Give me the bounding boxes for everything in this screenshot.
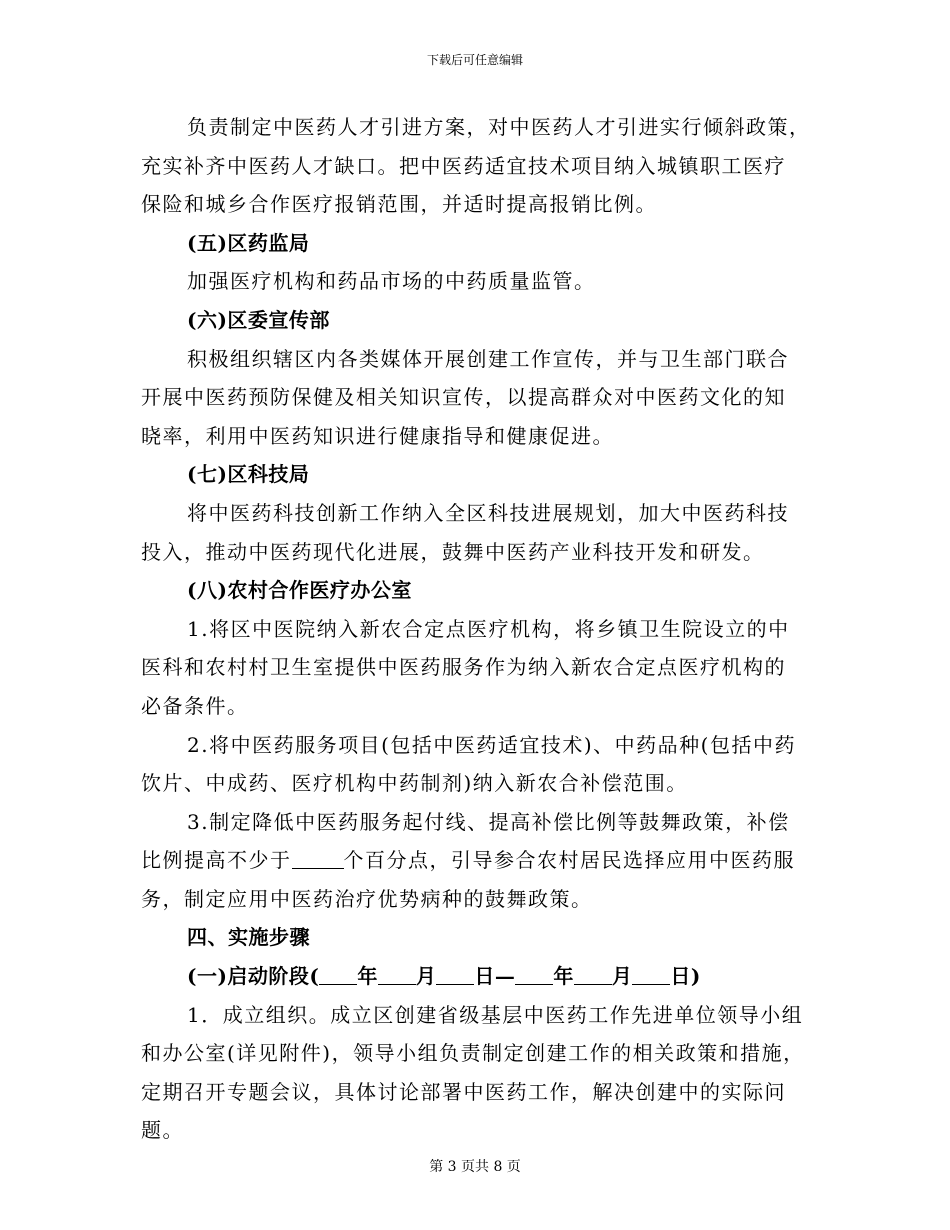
fill-blank bbox=[632, 960, 670, 985]
heading-segment: 日) bbox=[670, 964, 701, 989]
section-heading: (六)区委宣传部 bbox=[187, 307, 330, 332]
paragraph-line: 积极组织辖区内各类媒体开展创建工作宣传，并与卫生部门联合 bbox=[187, 346, 789, 371]
heading-segment: 日— bbox=[474, 964, 516, 989]
paragraph-line: 2.将中医药服务项目(包括中医药适宜技术)、中药品种(包括中药 bbox=[187, 732, 796, 757]
fill-blank bbox=[292, 844, 344, 869]
paragraph-line: 医科和农村村卫生室提供中医药服务作为纳入新农合定点医疗机构的 bbox=[141, 655, 786, 680]
section-heading bbox=[141, 957, 811, 996]
paragraph-line: 1.将区中医院纳入新农合定点医疗机构，将乡镇卫生院设立的中 bbox=[187, 616, 790, 641]
paragraph-line: 和办公室(详见附件)，领导小组负责制定创建工作的相关政策和措施， bbox=[141, 1041, 805, 1066]
page-header: 下载后可任意编辑 bbox=[426, 53, 523, 67]
heading-segment: 年 bbox=[357, 964, 378, 989]
heading-segment: 月 bbox=[415, 964, 437, 989]
paragraph-line: 开展中医药预防保健及相关知识宣传，以提高群众对中医药文化的知 bbox=[141, 385, 786, 410]
section-heading: (七)区科技局 bbox=[187, 462, 310, 487]
paragraph-line: 定期召开专题会议，具体讨论部署中医药工作，解决创建中的实际问 bbox=[141, 1079, 786, 1104]
section-heading: 四、实施步骤 bbox=[187, 925, 310, 950]
fill-blank bbox=[436, 960, 474, 985]
text-segment: 个百分点，引导参合农村居民选择应用中医药服 bbox=[343, 848, 795, 873]
paragraph-line: 饮片、中成药、医疗机构中药制剂)纳入新农合补偿范围。 bbox=[141, 771, 688, 796]
paragraph-line: 保险和城乡合作医疗报销范围，并适时提高报销比例。 bbox=[141, 192, 657, 217]
heading-segment: 年 bbox=[553, 964, 574, 989]
fill-blank bbox=[378, 960, 416, 985]
paragraph-line: 加强医疗机构和药品市场的中药质量监管。 bbox=[187, 269, 596, 294]
heading-segment: (一)启动阶段( bbox=[187, 964, 320, 989]
paragraph-line: 晓率，利用中医药知识进行健康指导和健康促进。 bbox=[141, 423, 614, 448]
section-heading: (五)区药监局 bbox=[187, 230, 310, 255]
section-heading: (八)农村合作医疗办公室 bbox=[187, 578, 412, 603]
paragraph-line: 将中医药科技创新工作纳入全区科技进展规划，加大中医药科技 bbox=[187, 500, 789, 525]
paragraph-line: 必备条件。 bbox=[141, 693, 249, 718]
paragraph-line: 1．成立组织。成立区创建省级基层中医药工作先进单位领导小组 bbox=[187, 1002, 804, 1027]
fill-blank bbox=[319, 960, 357, 985]
paragraph-line: 题。 bbox=[141, 1118, 184, 1143]
page-footer: 第 3 页共 8 页 bbox=[429, 1159, 521, 1175]
fill-blank bbox=[574, 960, 612, 985]
paragraph-line: 投入，推动中医药现代化进展，鼓舞中医药产业科技开发和研发。 bbox=[141, 539, 765, 564]
heading-segment: 月 bbox=[611, 964, 633, 989]
paragraph-line bbox=[141, 841, 811, 880]
paragraph-line: 3.制定降低中医药服务起付线、提高补偿比例等鼓舞政策，补偿 bbox=[187, 809, 790, 834]
paragraph-line: 充实补齐中医药人才缺口。把中医药适宜技术项目纳入城镇职工医疗 bbox=[141, 153, 786, 178]
paragraph-line: 务，制定应用中医药治疗优势病种的鼓舞政策。 bbox=[141, 886, 593, 911]
fill-blank bbox=[515, 960, 553, 985]
text-segment: 比例提高不少于 bbox=[141, 848, 292, 873]
document-body bbox=[141, 108, 811, 1150]
paragraph-line: 负责制定中医药人才引进方案，对中医药人才引进实行倾斜政策， bbox=[187, 115, 811, 139]
